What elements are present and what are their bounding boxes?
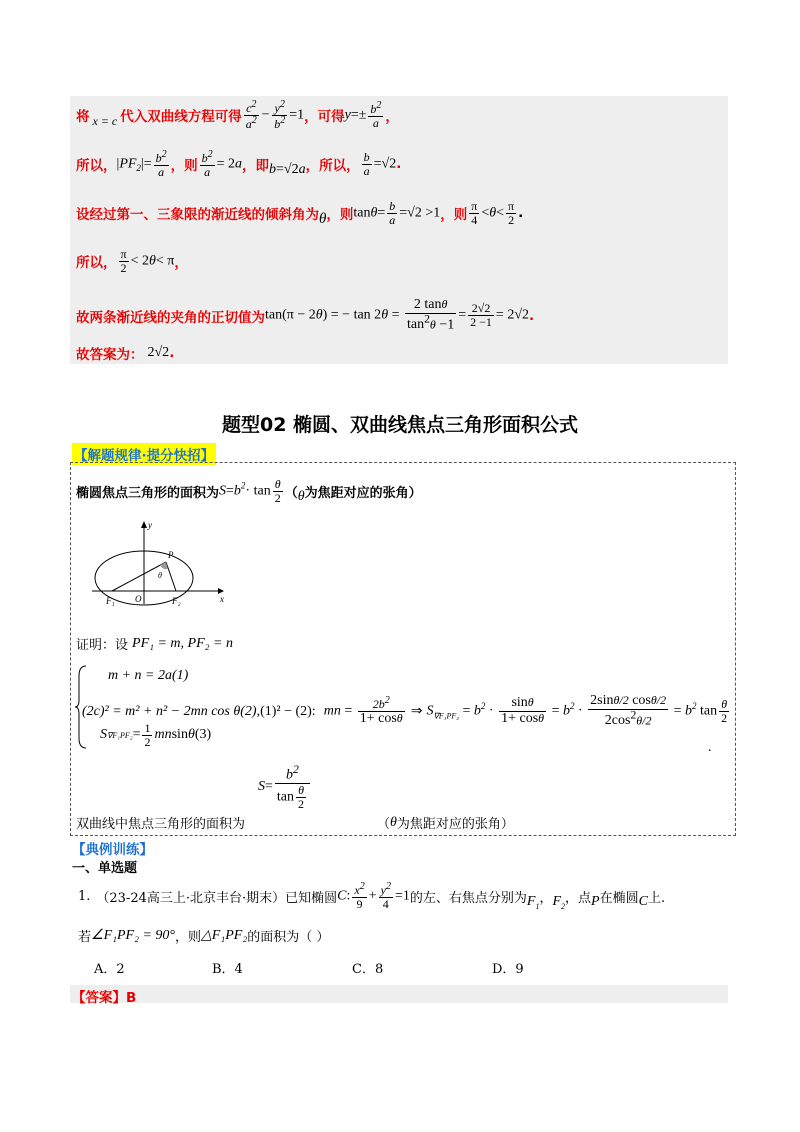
question-line-1: 1. （23-24高三上·北京丰台·期末）已知椭圆 C: $\frac{x^2}{9}$ + $\frac{y^2}{4}$ =1 的左、右焦点分别为 $F_1$ ， $F_2$ ，点 P 在椭圆 C 上.	[78, 881, 666, 911]
text: 设经过第一、三象限的渐近线的倾斜角为	[76, 207, 319, 224]
math-hyperbola-area: S = $b^2$ tan $\frac{\theta}{2}$	[258, 764, 312, 811]
text: .	[169, 345, 175, 361]
text: 上.	[647, 890, 666, 906]
math-triangle: △F₁PF₂	[201, 928, 248, 943]
math-eq2: (2c)² = m² + n² − 2mn cos θ(2)	[82, 703, 257, 719]
point-p-label: P	[168, 550, 174, 560]
math-mn: mn = $\frac{2b^2}{1+ \cos\theta}$	[323, 695, 403, 726]
math-angle: ∠F₁PF₂ = 90°	[91, 928, 176, 943]
x-axis-label: x	[220, 594, 224, 604]
subsection-title: 一、单选题	[72, 861, 138, 876]
math-ba-sqrt2: $\frac{b}{a}$ =√2	[363, 150, 397, 178]
theta-label: θ	[158, 571, 162, 580]
text: 椭圆焦点三角形的面积为	[76, 485, 220, 501]
hyperbola-line: 双曲线中焦点三角形的面积为 （ θ 为焦距对应的张角）	[76, 814, 514, 832]
text: 所以，	[76, 255, 117, 272]
text: （23-24高三上·北京丰台·期末）已知椭圆	[96, 890, 338, 906]
text: ，则	[175, 930, 202, 945]
sys-eq-3: S ∇F₁PF₂ = $\frac{1}{2}$ mn sin θ (3)	[100, 721, 212, 749]
text: 证明：设	[76, 638, 129, 653]
math-theta: θ	[297, 489, 305, 505]
text: 为焦距对应的张角）	[304, 485, 422, 501]
rule-tag: 【解题规律·提分快招】	[72, 443, 216, 465]
ellipse-figure	[90, 518, 230, 606]
option-b[interactable]: B．4	[212, 962, 243, 977]
math-theta-range: $\frac{\pi}{4}$ <θ< $\frac{\pi}{2}$	[471, 199, 515, 227]
solution-line-2	[76, 150, 401, 178]
text: .	[396, 156, 402, 173]
solution-line-1	[76, 100, 399, 130]
y-axis-label: y	[148, 520, 152, 530]
text: ，点	[565, 890, 592, 906]
text: ，	[174, 255, 188, 272]
math-b-sqrt2a: b=√2a	[269, 162, 306, 178]
math-b2a: $\frac{b^2}{a}$ = 2a	[201, 149, 243, 179]
math-s-sub: ∇F₁PF₂	[107, 730, 133, 740]
text: 的面积为（ ）	[247, 930, 330, 945]
answer-bar	[70, 985, 728, 1003]
text: 故答案为：	[76, 347, 144, 363]
answer-value: 2√2	[147, 345, 170, 360]
text: 双曲线中焦点三角形的面积为	[76, 817, 246, 832]
text: 故两条渐近线的夹角的正切值为	[76, 309, 265, 326]
text: ，可得	[304, 109, 345, 126]
text: ，所以，	[305, 158, 360, 175]
math-proof-assume: PF₁ = m, PF₂ = n	[132, 635, 233, 651]
text: 为焦距对应的张角）	[396, 817, 514, 832]
question-line-2	[78, 926, 329, 945]
math-ellipse-eq: C: $\frac{x^2}{9}$ + $\frac{y^2}{4}$ =1	[337, 881, 410, 911]
math-y-value: y=± $\frac{b^2}{a}$	[344, 100, 382, 130]
math-s: S	[100, 727, 107, 743]
math-f1: $F_1$	[526, 893, 540, 911]
math-hyperbola-eq: $\frac{c^2}{a^2}$ − $\frac{y^2}{b^2}$ =1	[245, 99, 305, 131]
option-d[interactable]: D．9	[492, 962, 524, 977]
answer-value: B	[126, 990, 137, 1006]
sys-eq-1: m + n = 2a(1)	[108, 668, 189, 683]
text: 代入双曲线方程可得	[120, 109, 242, 126]
text: ，即	[242, 158, 270, 175]
math-c: C	[638, 894, 648, 910]
math-p: P	[591, 894, 600, 910]
ellipse-formula-line	[76, 478, 422, 504]
text: 将	[76, 109, 90, 126]
f2-label: F₂	[172, 596, 181, 606]
answer-line	[72, 986, 136, 1006]
text: ，	[385, 109, 399, 126]
math-area-derivation: $S_{\nabla F_1PF_2} = b^2$ · $\frac{\sin\theta}{1+ \cos\theta}$ = $b^2$ · $\frac{2\sin\theta/2 \cos\theta/2}{2\cos^2\theta/2}$ = $b^2$ tan $\frac{\theta}{2}$	[426, 693, 728, 729]
math-f2: $F_2$	[552, 893, 566, 911]
text: ，则	[326, 207, 354, 224]
text: （	[284, 485, 298, 501]
math-pf2: $|PF_2|=$ $\frac{b^2}{a}$	[116, 149, 167, 179]
option-c[interactable]: C．8	[352, 962, 384, 977]
solution-line-5	[76, 298, 534, 333]
text: 所以，	[76, 158, 117, 175]
option-a[interactable]: A．2	[94, 962, 125, 977]
example-tag: 【典例训练】	[72, 842, 153, 858]
sys-eq-2: (2c)² = m² + n² − 2mn cos θ(2) ,(1)² − (2): mn = $\frac{2b^2}{1+ \cos\theta}$ ⇒ $S_{\nabla F_1PF_2} = b^2$ · $\frac{\sin\theta}{1+ \cos\theta}$ = $b^2$ · $\frac{2\sin\theta/2 \cos\theta/2}{2\cos^2\theta/2}$ = $b^2$ tan $\frac{\theta}{2}$	[82, 694, 731, 729]
text: 若	[78, 930, 92, 945]
text: ，则	[170, 158, 198, 175]
math-eq2b: ,(1)² − (2):	[256, 703, 316, 719]
question-number: 1.	[78, 888, 91, 904]
text: .	[529, 307, 535, 324]
text: ，则	[440, 207, 468, 224]
f1-label: F₁	[106, 596, 115, 606]
math-cond: x = c	[92, 113, 118, 128]
proof-line	[76, 634, 233, 653]
math-2theta-range: $\frac{\pi}{2}$ < 2θ< π	[120, 247, 175, 275]
math-ellipse-area: $S=b^2\cdot \tan$ $\frac{\theta}{2}$	[219, 477, 281, 505]
math-tan-angle: tan(π − 2θ) = − tan 2θ = $\frac{2 \tan\theta}{\tan^2\theta -1}$ = $\frac{2√2}{2 -1}$ = 2√2	[265, 297, 530, 333]
solution-line-4	[76, 248, 188, 274]
answer-label: 【答案】	[72, 990, 126, 1006]
math-theta: θ	[319, 210, 327, 227]
math-tan-theta: tanθ= $\frac{b}{a}$ =√2 >1	[353, 199, 441, 227]
math-theta: θ	[390, 814, 397, 830]
solution-line-3: 设经过第一、三象限的渐近线的倾斜角为 θ ，则 tanθ= $\frac{b}{a}$ =√2 >1 ，则 $\frac{\pi}{4}$ <θ< $\frac{\pi}{2}$ .	[76, 199, 524, 227]
text: 在椭圆	[599, 890, 639, 906]
text: 的左、右焦点分别为	[409, 890, 527, 906]
solution-line-6	[76, 343, 174, 363]
section-title: 题型02 椭圆、双曲线焦点三角形面积公式	[221, 414, 579, 436]
origin-label: O	[135, 594, 142, 604]
